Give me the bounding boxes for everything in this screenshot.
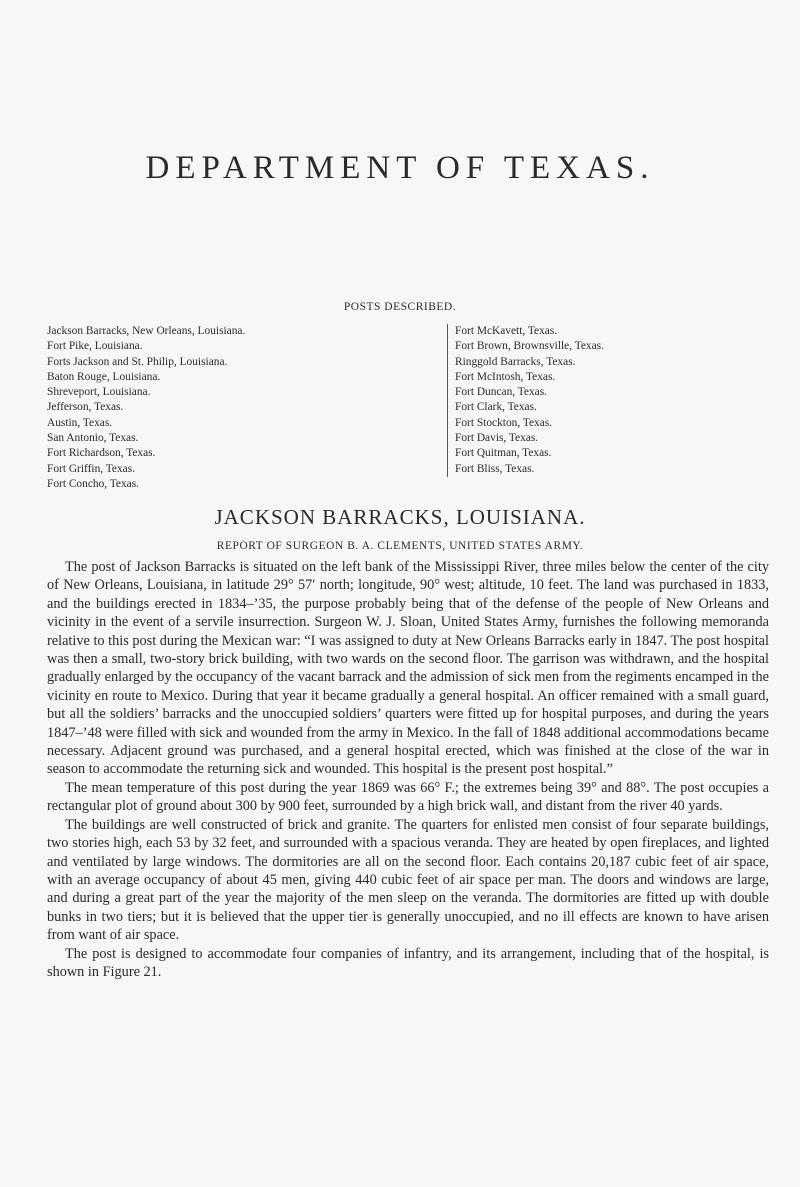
- report-body: [47, 558, 769, 981]
- post-item: San Antonio, Texas.: [47, 432, 139, 445]
- post-item: Fort Brown, Brownsville, Texas.: [455, 340, 604, 353]
- posts-described-heading: POSTS DESCRIBED.: [343, 301, 457, 313]
- post-item: Fort Griffin, Texas.: [47, 462, 135, 475]
- department-title: DEPARTMENT OF TEXAS.: [145, 150, 655, 186]
- report-byline: REPORT OF SURGEON B. A. CLEMENTS, UNITED STATES ARMY.: [216, 540, 584, 552]
- posts-list-left: [47, 324, 447, 492]
- posts-list-right: [447, 324, 775, 477]
- post-item: Fort Duncan, Texas.: [455, 386, 547, 399]
- post-item: Fort Pike, Louisiana.: [47, 340, 143, 353]
- post-item: Fort Clark, Texas.: [455, 401, 537, 414]
- post-item: Fort Richardson, Texas.: [47, 447, 156, 460]
- paragraph: The buildings are well constructed of brick and granite. The quarters for enlisted men consist of four separate buildings, two stories high, each 53 by 32 feet, and surrounded with a spacious veranda. They are heated by open fireplaces, and lighted and ventilated by large windows. The dormitories are all on the second floor. Each contains 20,187 cubic feet of air space, with an average occupancy of about 45 men, giving 440 cubic feet of air space per man. The doors and windows are large, and during a great part of the year the majority of the men sleep on the veranda. The dormitories are fitted up with double bunks in two tiers; but it is believed that the upper tier is generally unoccupied, and no ill effects are known to have arisen from want of air space.: [47, 816, 769, 944]
- post-item: Baton Rouge, Louisiana.: [47, 370, 161, 383]
- paragraph: The post of Jackson Barracks is situated on the left bank of the Mississippi River, three miles below the center of the city of New Orleans, Louisiana, in latitude 29° 57′ north; longitude, 90° west; altitude, 10 feet. The land was purchased in 1833, and the buildings erected in 1834–’35, the purpose probably being that of the defense of the people of New Orleans and vicinity in the event of a servile insurrection. Surgeon W. J. Sloan, United States Army, furnishes the following memoranda relative to this post during the Mexican war: “I was assigned to duty at New Orleans Barracks early in 1847. The post hospital was then a small, two-story brick building, with two wards on the second floor. The garrison was withdrawn, and the hospital gradually enlarged by the occupancy of the vacant barrack and the admission of sick men from the regiments encamped in the vicinity en route to Mexico. During that year it became gradually a general hospital. An officer remained with a small guard, but all the soldiers’ barracks and the unoccupied soldiers’ quarters were fitted up for hospital purposes, and during the years 1847–’48 were filled with sick and wounded from the army in Mexico. In the fall of 1848 additional accommodations became necessary. Adjacent ground was purchased, and a general hospital erected, which was finished at the close of the war in season to accommodate the returning sick and wounded. This hospital is the present post hospital.”: [47, 559, 769, 778]
- post-item: Fort Stockton, Texas.: [455, 416, 553, 429]
- post-item: Fort Quitman, Texas.: [455, 447, 552, 460]
- post-item: Fort McKavett, Texas.: [455, 325, 558, 337]
- post-item: Jackson Barracks, New Orleans, Louisiana.: [47, 325, 246, 337]
- post-item: Ringgold Barracks, Texas.: [455, 355, 576, 368]
- paragraph: The mean temperature of this post during the year 1869 was 66° F.; the extremes being 39° and 88°. The post occupies a rectangular plot of ground about 300 by 900 feet, surrounded by a high brick wall, and distant from the river 40 yards.: [47, 779, 769, 815]
- post-item: Fort McIntosh, Texas.: [455, 370, 556, 383]
- post-item: Austin, Texas.: [47, 416, 113, 429]
- post-item: Fort Bliss, Texas.: [455, 462, 535, 475]
- post-item: Shreveport, Louisiana.: [47, 386, 151, 399]
- post-item: Jefferson, Texas.: [47, 401, 124, 414]
- post-item: Fort Davis, Texas.: [455, 432, 539, 445]
- section-title: JACKSON BARRACKS, LOUISIANA.: [214, 505, 586, 529]
- post-item: Forts Jackson and St. Philip, Louisiana.: [47, 355, 228, 368]
- paragraph: The post is designed to accommodate four companies of infantry, and its arrangement, including that of the hospital, is shown in Figure 21.: [47, 945, 769, 980]
- post-item: Fort Concho, Texas.: [47, 477, 140, 490]
